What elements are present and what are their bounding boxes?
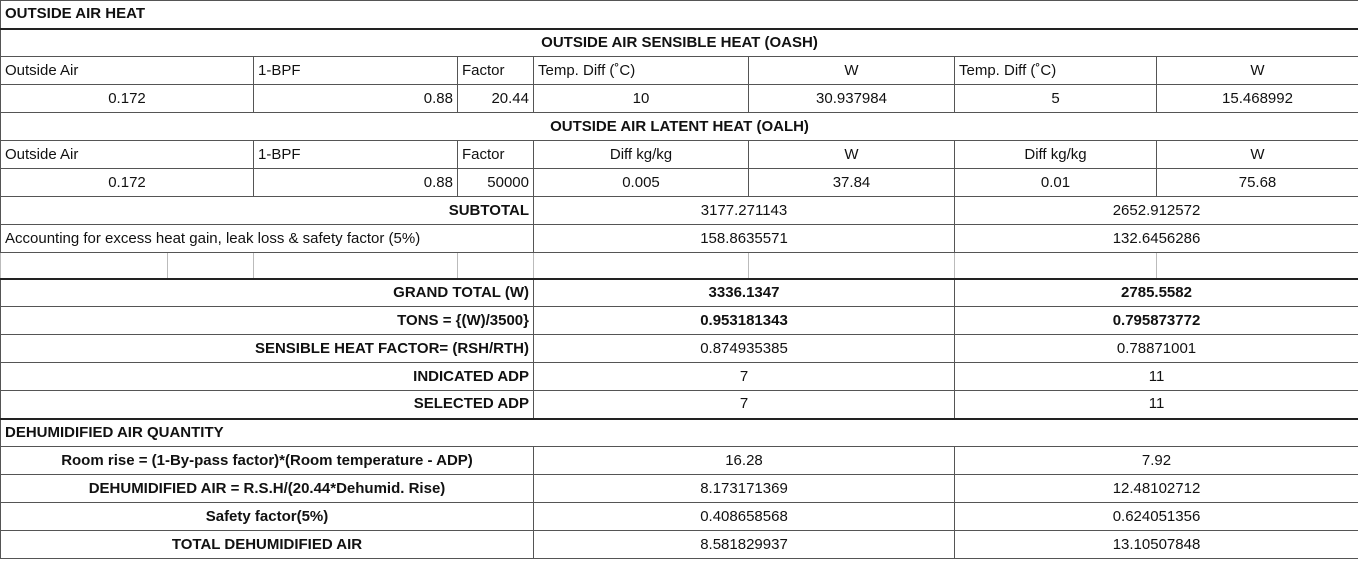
oash-factor-value[interactable]: 20.44: [458, 85, 534, 113]
empty-cell[interactable]: [458, 253, 534, 279]
oash-w-2-value[interactable]: 15.468992: [1157, 85, 1358, 113]
oalh-outside-air-value[interactable]: 0.172: [1, 169, 254, 197]
room-rise-value-2[interactable]: 7.92: [955, 447, 1358, 475]
oalh-diff-2-value[interactable]: 0.01: [955, 169, 1157, 197]
selected-adp-row: [1, 391, 1358, 419]
safety-value-2[interactable]: 0.624051356: [955, 503, 1358, 531]
indicated-adp-label[interactable]: INDICATED ADP: [1, 363, 534, 391]
grand-total-row: [1, 279, 1358, 307]
dehum-air-label[interactable]: DEHUMIDIFIED AIR = R.S.H/(20.44*Dehumid. Rise): [1, 475, 534, 503]
room-rise-row: [1, 447, 1358, 475]
oash-header-temp-diff-2[interactable]: Temp. Diff (˚C): [955, 57, 1157, 85]
oash-header-bpf[interactable]: 1-BPF: [254, 57, 458, 85]
safety-row: [1, 503, 1358, 531]
empty-cell[interactable]: [1, 253, 168, 279]
oash-heading[interactable]: OUTSIDE AIR SENSIBLE HEAT (OASH): [1, 29, 1358, 57]
dehum-air-row: [1, 475, 1358, 503]
total-dehum-value-1[interactable]: 8.581829937: [534, 531, 955, 559]
oalh-heading[interactable]: OUTSIDE AIR LATENT HEAT (OALH): [1, 113, 1358, 141]
shf-value-2[interactable]: 0.78871001: [955, 335, 1358, 363]
selected-adp-value-1[interactable]: 7: [534, 391, 955, 419]
empty-cell[interactable]: [1157, 253, 1358, 279]
dehum-title-row: [1, 419, 1358, 447]
excess-label[interactable]: Accounting for excess heat gain, leak loss & safety factor (5%): [1, 225, 534, 253]
sheet-title[interactable]: OUTSIDE AIR HEAT: [1, 1, 1358, 29]
oash-header-temp-diff-1[interactable]: Temp. Diff (˚C): [534, 57, 749, 85]
empty-cell[interactable]: [168, 253, 254, 279]
oalh-w-1-value[interactable]: 37.84: [749, 169, 955, 197]
oash-value-row: [1, 85, 1358, 113]
oalh-heading-row: [1, 113, 1358, 141]
empty-row: [1, 253, 1358, 279]
tons-row: [1, 307, 1358, 335]
room-rise-label[interactable]: Room rise = (1-By-pass factor)*(Room temperature - ADP): [1, 447, 534, 475]
subtotal-row: [1, 197, 1358, 225]
tons-label[interactable]: TONS = {(W)/3500}: [1, 307, 534, 335]
oalh-bpf-value[interactable]: 0.88: [254, 169, 458, 197]
tons-value-1[interactable]: 0.953181343: [534, 307, 955, 335]
oalh-header-outside-air[interactable]: Outside Air: [1, 141, 254, 169]
oalh-value-row: [1, 169, 1358, 197]
total-dehum-value-2[interactable]: 13.10507848: [955, 531, 1358, 559]
total-dehum-row: [1, 531, 1358, 559]
oash-header-row: [1, 57, 1358, 85]
oalh-header-row: [1, 141, 1358, 169]
oash-outside-air-value[interactable]: 0.172: [1, 85, 254, 113]
oalh-header-diff-1[interactable]: Diff kg/kg: [534, 141, 749, 169]
oash-header-factor[interactable]: Factor: [458, 57, 534, 85]
oash-header-outside-air[interactable]: Outside Air: [1, 57, 254, 85]
selected-adp-label[interactable]: SELECTED ADP: [1, 391, 534, 419]
subtotal-value-2[interactable]: 2652.912572: [955, 197, 1358, 225]
grand-total-label[interactable]: GRAND TOTAL (W): [1, 279, 534, 307]
indicated-adp-value-1[interactable]: 7: [534, 363, 955, 391]
oalh-header-diff-2[interactable]: Diff kg/kg: [955, 141, 1157, 169]
oash-heading-row: [1, 29, 1358, 57]
title-row: [1, 1, 1358, 29]
indicated-adp-value-2[interactable]: 11: [955, 363, 1358, 391]
excess-value-1[interactable]: 158.8635571: [534, 225, 955, 253]
shf-row: [1, 335, 1358, 363]
selected-adp-value-2[interactable]: 11: [955, 391, 1358, 419]
oalh-factor-value[interactable]: 50000: [458, 169, 534, 197]
shf-value-1[interactable]: 0.874935385: [534, 335, 955, 363]
safety-label[interactable]: Safety factor(5%): [1, 503, 534, 531]
oalh-header-factor[interactable]: Factor: [458, 141, 534, 169]
excess-row: [1, 225, 1358, 253]
indicated-adp-row: [1, 363, 1358, 391]
excess-value-2[interactable]: 132.6456286: [955, 225, 1358, 253]
room-rise-value-1[interactable]: 16.28: [534, 447, 955, 475]
oalh-header-w-2[interactable]: W: [1157, 141, 1358, 169]
tons-value-2[interactable]: 0.795873772: [955, 307, 1358, 335]
empty-cell[interactable]: [534, 253, 749, 279]
empty-cell[interactable]: [254, 253, 458, 279]
grand-total-value-2[interactable]: 2785.5582: [955, 279, 1358, 307]
oalh-w-2-value[interactable]: 75.68: [1157, 169, 1358, 197]
oash-temp-diff-2-value[interactable]: 5: [955, 85, 1157, 113]
dehum-air-value-2[interactable]: 12.48102712: [955, 475, 1358, 503]
oalh-header-w-1[interactable]: W: [749, 141, 955, 169]
subtotal-value-1[interactable]: 3177.271143: [534, 197, 955, 225]
empty-cell[interactable]: [955, 253, 1157, 279]
total-dehum-label[interactable]: TOTAL DEHUMIDIFIED AIR: [1, 531, 534, 559]
oash-header-w-2[interactable]: W: [1157, 57, 1358, 85]
oash-w-1-value[interactable]: 30.937984: [749, 85, 955, 113]
subtotal-label[interactable]: SUBTOTAL: [1, 197, 534, 225]
safety-value-1[interactable]: 0.408658568: [534, 503, 955, 531]
empty-cell[interactable]: [749, 253, 955, 279]
shf-label[interactable]: SENSIBLE HEAT FACTOR= (RSH/RTH): [1, 335, 534, 363]
oash-header-w-1[interactable]: W: [749, 57, 955, 85]
oash-temp-diff-1-value[interactable]: 10: [534, 85, 749, 113]
oalh-diff-1-value[interactable]: 0.005: [534, 169, 749, 197]
oalh-header-bpf[interactable]: 1-BPF: [254, 141, 458, 169]
oash-bpf-value[interactable]: 0.88: [254, 85, 458, 113]
grand-total-value-1[interactable]: 3336.1347: [534, 279, 955, 307]
dehum-air-value-1[interactable]: 8.173171369: [534, 475, 955, 503]
dehum-title[interactable]: DEHUMIDIFIED AIR QUANTITY: [1, 419, 1358, 447]
